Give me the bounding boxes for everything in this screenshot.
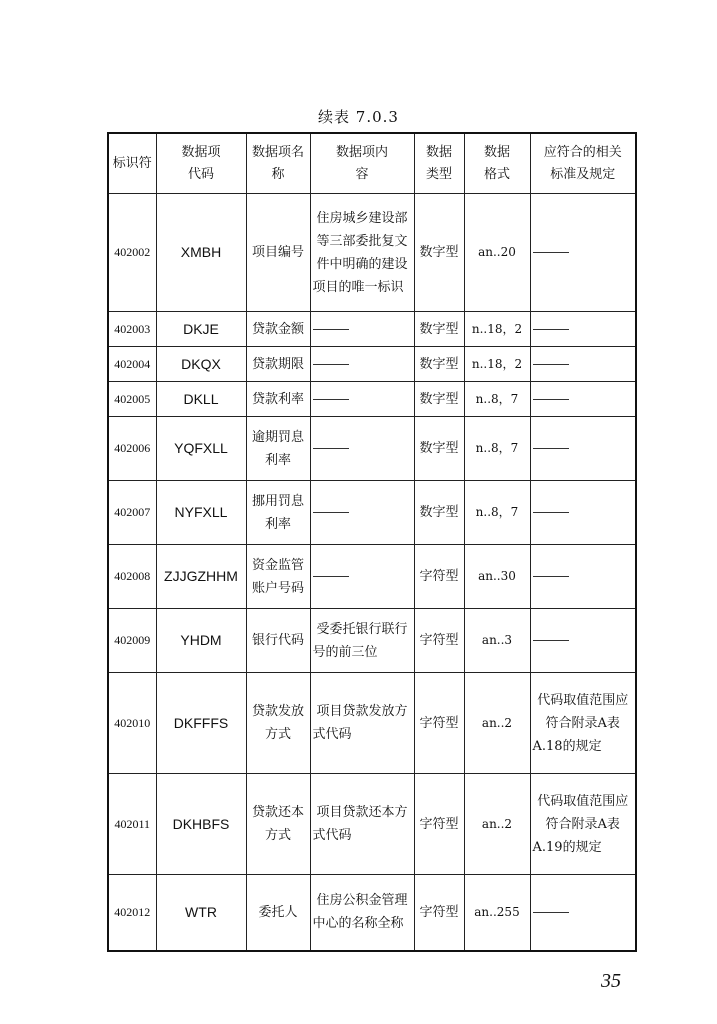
- row-identifier: 402003: [108, 312, 156, 347]
- empty-dash: [533, 399, 569, 400]
- row-data-type: 字符型: [414, 875, 464, 951]
- row-data-format: an..2: [464, 774, 530, 875]
- row-identifier: 402011: [108, 774, 156, 875]
- row-item-name: 资金监管账户号码: [246, 545, 310, 609]
- row-item-content: 住房公积金管理中心的名称全称: [310, 875, 414, 951]
- row-data-format: n..18，2: [464, 347, 530, 382]
- row-data-format: n..8，7: [464, 481, 530, 545]
- row-item-name: 银行代码: [246, 609, 310, 673]
- row-item-code: DKFFFS: [156, 673, 246, 774]
- header-identifier: 标识符: [108, 133, 156, 194]
- row-item-code: YQFXLL: [156, 417, 246, 481]
- row-item-content: [310, 312, 414, 347]
- row-item-content: 受委托银行联行号的前三位: [310, 609, 414, 673]
- row-data-type: 数字型: [414, 194, 464, 312]
- row-item-name: 项目编号: [246, 194, 310, 312]
- row-data-type: 数字型: [414, 312, 464, 347]
- row-item-name: 贷款还本方式: [246, 774, 310, 875]
- header-standard: 应符合的相关标准及规定: [530, 133, 636, 194]
- row-identifier: 402007: [108, 481, 156, 545]
- row-standard: [530, 481, 636, 545]
- row-standard: 代码取值范围应符合附录A表A.19的规定: [530, 774, 636, 875]
- row-data-type: 字符型: [414, 545, 464, 609]
- table-row: [108, 875, 636, 951]
- row-standard: [530, 312, 636, 347]
- row-data-format: an..20: [464, 194, 530, 312]
- row-item-name: 贷款利率: [246, 382, 310, 417]
- row-identifier: 402010: [108, 673, 156, 774]
- row-item-code: WTR: [156, 875, 246, 951]
- row-item-content: [310, 382, 414, 417]
- row-item-code: YHDM: [156, 609, 246, 673]
- table-row: [108, 774, 636, 875]
- header-item-content: 数据项内容: [310, 133, 414, 194]
- row-identifier: 402006: [108, 417, 156, 481]
- header-data-format: 数据格式: [464, 133, 530, 194]
- row-standard: [530, 545, 636, 609]
- row-item-content: [310, 417, 414, 481]
- data-table: [107, 132, 637, 952]
- empty-dash: [313, 399, 349, 400]
- row-standard: [530, 417, 636, 481]
- row-item-name: 委托人: [246, 875, 310, 951]
- table-row: [108, 347, 636, 382]
- page-title: 续表 7.0.3: [318, 108, 399, 126]
- table-row: [108, 545, 636, 609]
- row-item-content: 项目贷款还本方式代码: [310, 774, 414, 875]
- table-row: [108, 673, 636, 774]
- empty-dash: [313, 448, 349, 449]
- row-item-name: 贷款期限: [246, 347, 310, 382]
- header-data-type: 数据类型: [414, 133, 464, 194]
- row-data-format: n..8，7: [464, 382, 530, 417]
- table-row: [108, 417, 636, 481]
- row-item-content: [310, 481, 414, 545]
- row-item-content: [310, 545, 414, 609]
- row-data-type: 数字型: [414, 347, 464, 382]
- row-item-name: 挪用罚息利率: [246, 481, 310, 545]
- row-data-format: n..8，7: [464, 417, 530, 481]
- row-data-type: 数字型: [414, 417, 464, 481]
- row-item-content: 项目贷款发放方式代码: [310, 673, 414, 774]
- row-identifier: 402002: [108, 194, 156, 312]
- row-identifier: 402005: [108, 382, 156, 417]
- row-standard: 代码取值范围应符合附录A表A.18的规定: [530, 673, 636, 774]
- table-row: [108, 382, 636, 417]
- table-header-row: [108, 133, 636, 194]
- row-data-format: an..255: [464, 875, 530, 951]
- row-item-content: [310, 347, 414, 382]
- row-standard: [530, 609, 636, 673]
- header-item-code: 数据项代码: [156, 133, 246, 194]
- empty-dash: [533, 512, 569, 513]
- row-standard: [530, 347, 636, 382]
- table-row: [108, 609, 636, 673]
- row-standard: [530, 382, 636, 417]
- empty-dash: [313, 329, 349, 330]
- empty-dash: [313, 576, 349, 577]
- row-identifier: 402008: [108, 545, 156, 609]
- row-identifier: 402012: [108, 875, 156, 951]
- row-identifier: 402004: [108, 347, 156, 382]
- row-item-code: ZJJGZHHM: [156, 545, 246, 609]
- row-data-format: an..3: [464, 609, 530, 673]
- row-standard: [530, 194, 636, 312]
- row-standard: [530, 875, 636, 951]
- row-identifier: 402009: [108, 609, 156, 673]
- row-data-format: an..30: [464, 545, 530, 609]
- row-item-name: 逾期罚息利率: [246, 417, 310, 481]
- row-data-format: an..2: [464, 673, 530, 774]
- row-item-name: 贷款金额: [246, 312, 310, 347]
- empty-dash: [313, 364, 349, 365]
- row-item-code: XMBH: [156, 194, 246, 312]
- page-number: 35: [601, 970, 621, 992]
- empty-dash: [533, 640, 569, 641]
- row-item-code: DKLL: [156, 382, 246, 417]
- table-row: [108, 481, 636, 545]
- table-row: [108, 312, 636, 347]
- row-item-code: DKQX: [156, 347, 246, 382]
- row-item-code: DKHBFS: [156, 774, 246, 875]
- row-data-type: 字符型: [414, 673, 464, 774]
- row-item-content: 住房城乡建设部等三部委批复文件中明确的建设项目的唯一标识: [310, 194, 414, 312]
- empty-dash: [533, 252, 569, 253]
- empty-dash: [533, 912, 569, 913]
- row-item-code: DKJE: [156, 312, 246, 347]
- row-data-type: 字符型: [414, 774, 464, 875]
- empty-dash: [313, 512, 349, 513]
- row-data-type: 字符型: [414, 609, 464, 673]
- empty-dash: [533, 448, 569, 449]
- row-data-format: n..18，2: [464, 312, 530, 347]
- row-data-type: 数字型: [414, 382, 464, 417]
- header-item-name: 数据项名称: [246, 133, 310, 194]
- empty-dash: [533, 364, 569, 365]
- row-item-code: NYFXLL: [156, 481, 246, 545]
- empty-dash: [533, 576, 569, 577]
- table-row: [108, 194, 636, 312]
- empty-dash: [533, 329, 569, 330]
- row-item-name: 贷款发放方式: [246, 673, 310, 774]
- row-data-type: 数字型: [414, 481, 464, 545]
